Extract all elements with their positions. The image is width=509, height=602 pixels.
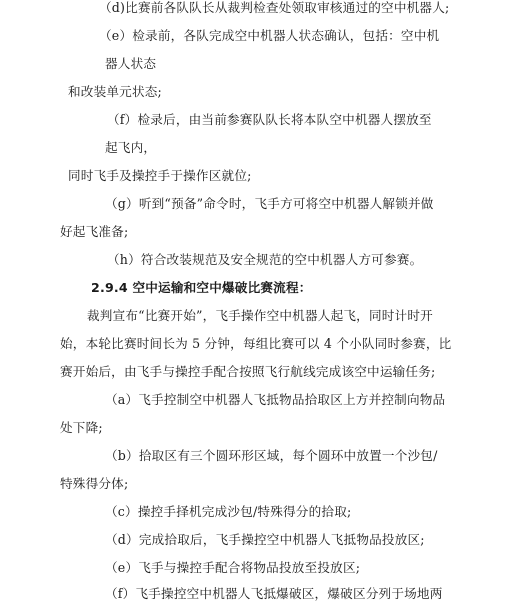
list-item-e: （e）飞手与操控手配合将物品投放至投放区; <box>105 560 361 575</box>
paragraph-item-e-line2: 器人状态 <box>105 56 157 71</box>
body-paragraph-line3: 赛开始后，由飞手与操控手配合按照飞行航线完成该空中运输任务; <box>60 364 436 379</box>
body-paragraph-line2: 始，本轮比赛时间长为 5 分钟，每组比赛可以 4 个小队同时参赛，比 <box>60 336 452 351</box>
paragraph-item-e-line1: （e）检录前，各队完成空中机器人状态确认，包括：空中机 <box>99 28 440 43</box>
list-item-a-line1: （a）飞手控制空中机器人飞抵物品拾取区上方并控制向物品 <box>105 392 446 407</box>
paragraph-item-f-line3: 同时飞手及操控手于操作区就位; <box>68 168 252 183</box>
paragraph-item-g-line2: 好起飞准备; <box>60 224 129 239</box>
paragraph-item-f-line1: （f）检录后，由当前参赛队队长将本队空中机器人摆放至 <box>107 112 432 127</box>
list-item-b-line2: 特殊得分体; <box>60 476 129 491</box>
list-item-d: （d）完成拾取后，飞手操控空中机器人飞抵物品投放区; <box>105 532 425 547</box>
list-item-b-line1: （b）拾取区有三个圆环形区域，每个圆环中放置一个沙包/ <box>105 448 438 463</box>
body-paragraph-line1: 裁判宣布“比赛开始”，飞手操作空中机器人起飞，同时计时开 <box>87 308 433 323</box>
paragraph-item-g-line1: （g）听到“预备”命令时，飞手方可将空中机器人解锁并做 <box>105 196 434 211</box>
paragraph-item-d-prep: （d)比赛前各队队长从裁判检查处领取审核通过的空中机器人; <box>99 0 450 15</box>
list-item-f: （f）飞手操控空中机器人飞抵爆破区，爆破区分列于场地两 <box>105 586 443 601</box>
paragraph-item-h: （h）符合改装规范及安全规范的空中机器人方可参赛。 <box>107 252 423 267</box>
paragraph-item-e-line3: 和改装单元状态; <box>68 84 162 99</box>
paragraph-item-f-line2: 起飞内， <box>105 140 157 155</box>
list-item-a-line2: 处下降; <box>60 420 103 435</box>
section-heading: 2.9.4 空中运输和空中爆破比赛流程： <box>91 280 312 295</box>
list-item-c: （c）操控手择机完成沙包/特殊得分的拾取; <box>105 504 352 519</box>
